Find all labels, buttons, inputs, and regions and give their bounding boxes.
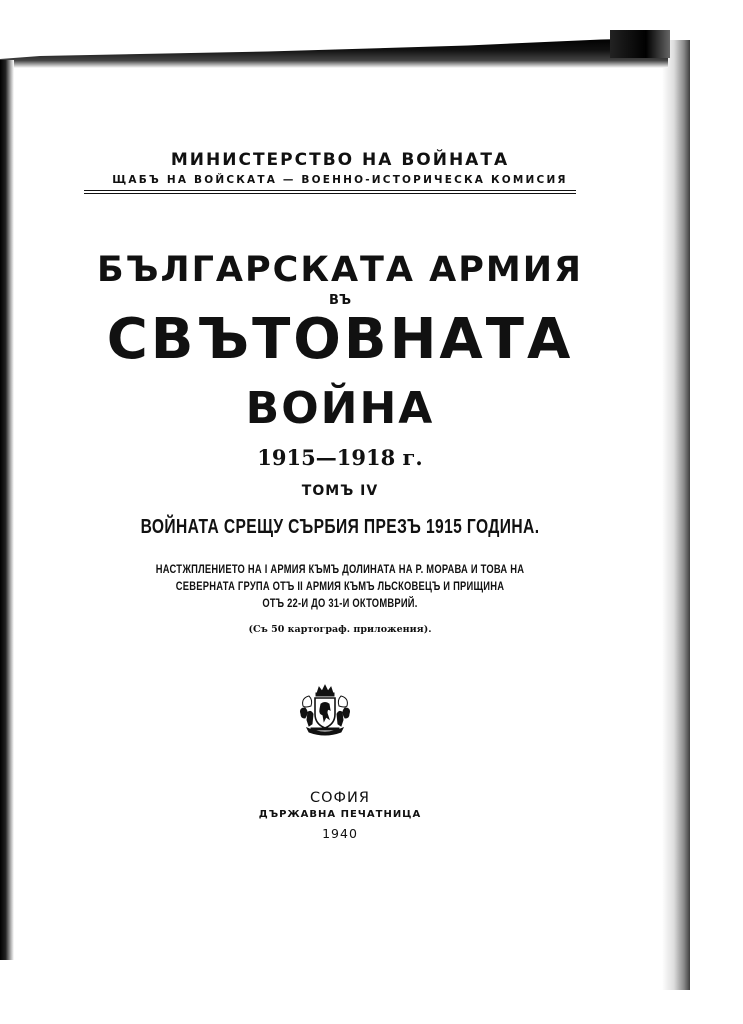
ministry-heading: МИНИСТЕРСТВО НА ВОЙНАТА <box>170 150 510 170</box>
header-rule-thick <box>84 193 576 194</box>
imprint-city: СОФИЯ <box>310 790 370 806</box>
header-rule <box>84 190 576 191</box>
title-page <box>60 0 620 1024</box>
description-line: ОТЪ 22-И ДО 31-И ОКТОМВРИЙ. <box>262 596 418 610</box>
coat-of-arms-icon <box>297 684 353 736</box>
description-line: СЕВЕРНАТА ГРУПА ОТЪ II АРМИЯ КЪМЪ ЛЬСКОВЕЦЪ И ПРИЩИНА <box>175 579 505 593</box>
title-line-4: ВОЙНА <box>245 383 435 434</box>
volume-label: ТОМЪ IV <box>301 483 379 499</box>
description-line: НАСТЖПЛЕНИЕТО НА I АРМИЯ КЪМЪ ДОЛИНАТА НА Р. МОРАВА И ТОВА НА <box>155 562 525 576</box>
title-line-1: БЪЛГАРСКАТА АРМИЯ <box>96 250 583 290</box>
subject-title: ВОЙНАТА СРЕЩУ СЪРБИЯ ПРЕЗЪ 1915 ГОДИНА. <box>140 516 540 538</box>
title-years: 1915—1918 г. <box>257 445 423 470</box>
imprint-press: ДЪРЖАВНА ПЕЧАТНИЦА <box>258 809 422 820</box>
imprint-year: 1940 <box>322 826 358 841</box>
scan-margin-right <box>690 40 743 1024</box>
staff-subheading: ЩАБЪ НА ВОЙСКАТА — ВОЕННО-ИСТОРИЧЕСКА КОМИСИЯ <box>112 174 568 186</box>
scan-shadow-left <box>0 60 14 960</box>
maps-note: (Съ 50 картограф. приложения). <box>248 624 432 635</box>
title-line-3: СВЪТОВНАТА <box>106 307 574 372</box>
title-line-2: ВЪ <box>328 293 352 308</box>
